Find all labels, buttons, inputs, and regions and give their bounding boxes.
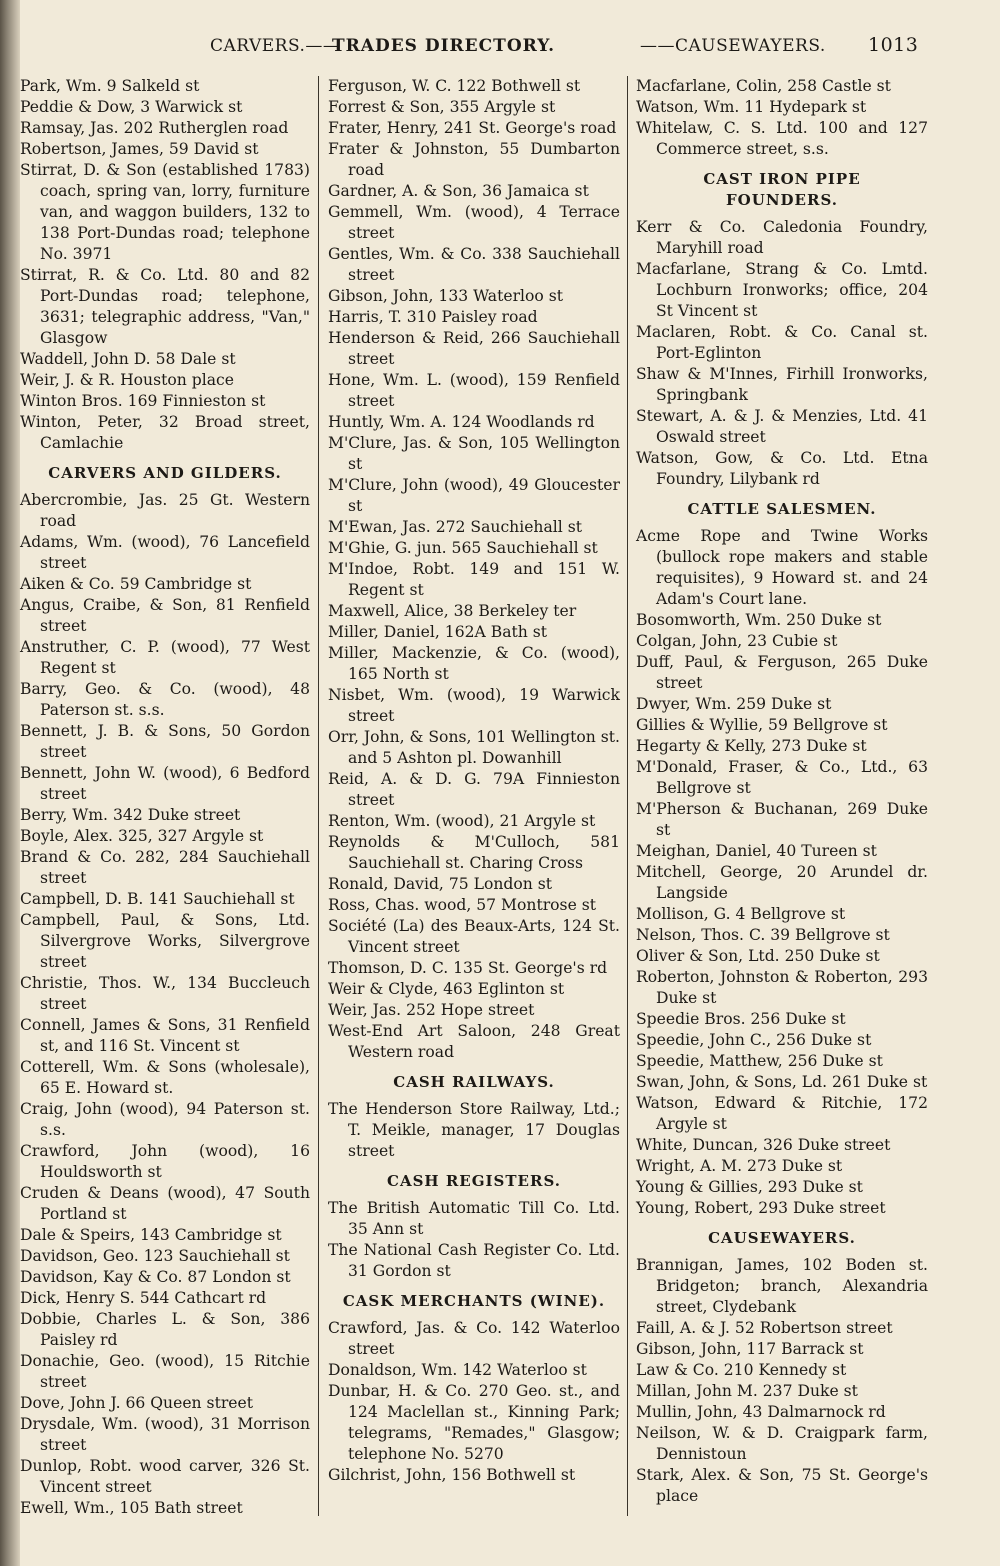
cattle-salesmen-list xyxy=(636,526,928,1219)
page-header xyxy=(200,30,980,60)
directory-entry: Christie, Thos. W., 134 Buccleuch street xyxy=(20,974,310,1013)
directory-entry: Dick, Henry S. 544 Cathcart rd xyxy=(20,1289,267,1307)
directory-entry: Connell, James & Sons, 31 Renfield st, and 116 St. Vincent st xyxy=(20,1016,310,1055)
directory-entry: Mitchell, George, 20 Arundel dr. Langside xyxy=(636,863,928,902)
directory-entry: Campbell, Paul, & Sons, Ltd. Silvergrove Works, Silvergrove street xyxy=(20,911,310,971)
directory-entry: Speedie Bros. 256 Duke st xyxy=(636,1010,846,1028)
directory-entry: Whitelaw, C. S. Ltd. 100 and 127 Commerce street, s.s. xyxy=(636,119,928,158)
directory-entry: Weir & Clyde, 463 Eglinton st xyxy=(328,980,565,998)
directory-entry: Roberton, Johnston & Roberton, 293 Duke st xyxy=(636,968,928,1007)
directory-entry: Gilchrist, John, 156 Bothwell st xyxy=(328,1466,576,1484)
col2-top-list xyxy=(328,76,620,1063)
directory-entry: Bennett, John W. (wood), 6 Bedford street xyxy=(20,764,310,803)
section-heading-cattle-salesmen: CATTLE SALESMEN. xyxy=(687,500,877,518)
directory-entry: Dunlop, Robt. wood carver, 326 St. Vincent street xyxy=(20,1457,310,1496)
header-left-text: CARVERS. xyxy=(210,36,306,56)
directory-entry: Berry, Wm. 342 Duke street xyxy=(20,806,241,824)
directory-entry: Nelson, Thos. C. 39 Bellgrove st xyxy=(636,926,890,944)
directory-entry: Ferguson, W. C. 122 Bothwell st xyxy=(328,77,581,95)
directory-entry: Reynolds & M'Culloch, 581 Sauchiehall st. Charing Cross xyxy=(328,833,620,872)
directory-entry: Winton, Peter, 32 Broad street, Camlachie xyxy=(20,413,310,452)
col1-top-list xyxy=(20,76,310,454)
directory-entry: Waddell, John D. 58 Dale st xyxy=(20,350,236,368)
directory-entry: Société (La) des Beaux-Arts, 124 St. Vincent street xyxy=(328,917,620,956)
directory-entry: Donaldson, Wm. 142 Waterloo st xyxy=(328,1361,587,1379)
directory-entry: Aiken & Co. 59 Cambridge st xyxy=(20,575,252,593)
column-2 xyxy=(328,76,620,1486)
directory-entry: Winton Bros. 169 Finnieston st xyxy=(20,392,266,410)
directory-entry: Frater & Johnston, 55 Dumbarton road xyxy=(328,140,620,179)
directory-entry: Peddie & Dow, 3 Warwick st xyxy=(20,98,243,116)
directory-entry: Cruden & Deans (wood), 47 South Portland st xyxy=(20,1184,310,1223)
directory-entry: Weir, Jas. 252 Hope street xyxy=(328,1001,535,1019)
section-heading-causewayers: CAUSEWAYERS. xyxy=(708,1229,856,1247)
directory-entry: Oliver & Son, Ltd. 250 Duke st xyxy=(636,947,880,965)
header-center: TRADES DIRECTORY. xyxy=(332,36,556,56)
column-rule-1 xyxy=(318,76,319,1516)
directory-entry: Dove, John J. 66 Queen street xyxy=(20,1394,254,1412)
directory-entry: Donachie, Geo. (wood), 15 Ritchie street xyxy=(20,1352,310,1391)
directory-entry: Acme Rope and Twine Works (bullock rope makers and stable requisites), 9 Howard st. and 24 Adam's Court lane. xyxy=(636,527,928,608)
directory-entry: M'Pherson & Buchanan, 269 Duke st xyxy=(636,800,928,839)
directory-entry: Gardner, A. & Son, 36 Jamaica st xyxy=(328,182,589,200)
directory-entry: Craig, John (wood), 94 Paterson st. s.s. xyxy=(20,1100,310,1139)
page-number: 1013 xyxy=(868,34,919,56)
directory-entry: Orr, John, & Sons, 101 Wellington st. and 5 Ashton pl. Dowanhill xyxy=(328,728,620,767)
directory-entry: M'Indoe, Robt. 149 and 151 W. Regent st xyxy=(328,560,620,599)
directory-entry: Stewart, A. & J. & Menzies, Ltd. 41 Oswald street xyxy=(636,407,928,446)
directory-entry: Gibson, John, 117 Barrack st xyxy=(636,1340,864,1358)
cast-iron-list xyxy=(636,217,928,490)
directory-entry: Crawford, Jas. & Co. 142 Waterloo street xyxy=(328,1319,620,1358)
directory-entry: Law & Co. 210 Kennedy st xyxy=(636,1361,847,1379)
directory-entry: Ross, Chas. wood, 57 Montrose st xyxy=(328,896,597,914)
cast-iron-title-line2: FOUNDERS. xyxy=(726,191,838,209)
header-dash-2: —— xyxy=(640,36,675,56)
section-heading-carvers-gilders: CARVERS AND GILDERS. xyxy=(48,464,282,482)
directory-entry: Nisbet, Wm. (wood), 19 Warwick street xyxy=(328,686,620,725)
directory-entry: Boyle, Alex. 325, 327 Argyle st xyxy=(20,827,264,845)
directory-entry: Speedie, John C., 256 Duke st xyxy=(636,1031,872,1049)
directory-entry: Gillies & Wyllie, 59 Bellgrove st xyxy=(636,716,888,734)
directory-entry: Harris, T. 310 Paisley road xyxy=(328,308,538,326)
directory-entry: Thomson, D. C. 135 St. George's rd xyxy=(328,959,608,977)
directory-entry: Kerr & Co. Caledonia Foundry, Maryhill road xyxy=(636,218,928,257)
directory-entry: Hegarty & Kelly, 273 Duke st xyxy=(636,737,867,755)
directory-entry: Hone, Wm. L. (wood), 159 Renfield street xyxy=(328,371,620,410)
directory-entry: Stark, Alex. & Son, 75 St. George's place xyxy=(636,1466,928,1505)
section-heading-cast-iron xyxy=(636,169,928,211)
directory-entry: Watson, Gow, & Co. Ltd. Etna Foundry, Lilybank rd xyxy=(636,449,928,488)
directory-entry: Maxwell, Alice, 38 Berkeley ter xyxy=(328,602,577,620)
directory-entry: Wright, A. M. 273 Duke st xyxy=(636,1157,843,1175)
section-heading-cask-merchants: CASK MERCHANTS (WINE). xyxy=(342,1292,606,1310)
directory-entry: Maclaren, Robt. & Co. Canal st. Port-Eglinton xyxy=(636,323,928,362)
directory-entry: Bosomworth, Wm. 250 Duke st xyxy=(636,611,882,629)
directory-entry: Macfarlane, Strang & Co. Lmtd. Lochburn Ironworks; office, 204 St Vincent st xyxy=(636,260,928,320)
directory-entry: Faill, A. & J. 52 Robertson street xyxy=(636,1319,893,1337)
cask-merchants-list xyxy=(328,1318,620,1486)
directory-entry: M'Clure, Jas. & Son, 105 Wellington st xyxy=(328,434,620,473)
directory-entry: Speedie, Matthew, 256 Duke st xyxy=(636,1052,883,1070)
directory-entry: Forrest & Son, 355 Argyle st xyxy=(328,98,556,116)
directory-entry: Bennett, J. B. & Sons, 50 Gordon street xyxy=(20,722,310,761)
directory-entry: Campbell, D. B. 141 Sauchiehall st xyxy=(20,890,295,908)
directory-entry: Ewell, Wm., 105 Bath street xyxy=(20,1499,243,1517)
directory-entry: The British Automatic Till Co. Ltd. 35 Ann st xyxy=(328,1199,620,1238)
directory-entry: Brannigan, James, 102 Boden st. Bridgeton; branch, Alexandria street, Clydebank xyxy=(636,1256,928,1316)
directory-entry: Millan, John M. 237 Duke st xyxy=(636,1382,858,1400)
directory-entry: Frater, Henry, 241 St. George's road xyxy=(328,119,617,137)
directory-entry: West-End Art Saloon, 248 Great Western road xyxy=(328,1022,620,1061)
directory-entry: Swan, John, & Sons, Ld. 261 Duke st xyxy=(636,1073,928,1091)
directory-entry: Davidson, Kay & Co. 87 London st xyxy=(20,1268,291,1286)
directory-entry: Colgan, John, 23 Cubie st xyxy=(636,632,838,650)
directory-entry: Reid, A. & D. G. 79A Finnieston street xyxy=(328,770,620,809)
directory-entry: Renton, Wm. (wood), 21 Argyle st xyxy=(328,812,596,830)
directory-entry: Meighan, Daniel, 40 Tureen st xyxy=(636,842,877,860)
directory-entry: Angus, Craibe, & Son, 81 Renfield street xyxy=(20,596,310,635)
header-left xyxy=(210,36,340,56)
directory-entry: M'Clure, John (wood), 49 Gloucester st xyxy=(328,476,620,515)
directory-entry: Barry, Geo. & Co. (wood), 48 Paterson st. s.s. xyxy=(20,680,310,719)
directory-entry: Henderson & Reid, 266 Sauchiehall street xyxy=(328,329,620,368)
directory-entry: M'Donald, Fraser, & Co., Ltd., 63 Bellgrove st xyxy=(636,758,928,797)
directory-entry: Dunbar, H. & Co. 270 Geo. st., and 124 Maclellan st., Kinning Park; telegrams, "Remades," Glasgow; telephone No. 5270 xyxy=(328,1382,620,1463)
directory-entry: Dobbie, Charles L. & Son, 386 Paisley rd xyxy=(20,1310,310,1349)
directory-entry: Adams, Wm. (wood), 76 Lancefield street xyxy=(20,533,310,572)
directory-entry: Mollison, G. 4 Bellgrove st xyxy=(636,905,846,923)
directory-entry: Drysdale, Wm. (wood), 31 Morrison street xyxy=(20,1415,310,1454)
directory-entry: Macfarlane, Colin, 258 Castle st xyxy=(636,77,891,95)
directory-entry: Dale & Speirs, 143 Cambridge st xyxy=(20,1226,282,1244)
directory-entry: Miller, Daniel, 162A Bath st xyxy=(328,623,548,641)
directory-entry: Dwyer, Wm. 259 Duke st xyxy=(636,695,832,713)
directory-entry: Watson, Edward & Ritchie, 172 Argyle st xyxy=(636,1094,928,1133)
directory-entry: Huntly, Wm. A. 124 Woodlands rd xyxy=(328,413,595,431)
directory-entry: Neilson, W. & D. Craigpark farm, Dennistoun xyxy=(636,1424,928,1463)
column-rule-2 xyxy=(627,76,628,1516)
directory-entry: Stirrat, R. & Co. Ltd. 80 and 82 Port-Dundas road; telephone, 3631; telegraphic address, "Van," Glasgow xyxy=(20,266,310,347)
directory-entry: M'Ewan, Jas. 272 Sauchiehall st xyxy=(328,518,582,536)
directory-entry: Ronald, David, 75 London st xyxy=(328,875,553,893)
header-right xyxy=(640,36,826,56)
directory-entry: Abercrombie, Jas. 25 Gt. Western road xyxy=(20,491,310,530)
directory-entry: The Henderson Store Railway, Ltd.; T. Meikle, manager, 17 Douglas street xyxy=(328,1100,620,1160)
header-right-text: CAUSEWAYERS. xyxy=(675,36,826,56)
directory-entry: Park, Wm. 9 Salkeld st xyxy=(20,77,200,95)
directory-entry: Gentles, Wm. & Co. 338 Sauchiehall street xyxy=(328,245,620,284)
directory-entry: Duff, Paul, & Ferguson, 265 Duke street xyxy=(636,653,928,692)
cash-registers-list xyxy=(328,1198,620,1282)
directory-entry: Young, Robert, 293 Duke street xyxy=(636,1199,886,1217)
directory-entry: Anstruther, C. P. (wood), 77 West Regent st xyxy=(20,638,310,677)
directory-entry: The National Cash Register Co. Ltd. 31 Gordon st xyxy=(328,1241,620,1280)
directory-entry: Stirrat, D. & Son (established 1783) coach, spring van, lorry, furniture van, and waggon builders, 132 to 138 Port-Dundas road; telephone No. 3971 xyxy=(20,161,310,263)
section-heading-cash-railways: CASH RAILWAYS. xyxy=(393,1073,555,1091)
directory-entry: Watson, Wm. 11 Hydepark st xyxy=(636,98,867,116)
directory-entry: M'Ghie, G. jun. 565 Sauchiehall st xyxy=(328,539,598,557)
directory-entry: Gibson, John, 133 Waterloo st xyxy=(328,287,564,305)
directory-entry: Shaw & M'Innes, Firhill Ironworks, Springbank xyxy=(636,365,928,404)
directory-entry: Mullin, John, 43 Dalmarnock rd xyxy=(636,1403,886,1421)
directory-entry: Robertson, James, 59 David st xyxy=(20,140,259,158)
section-heading-cash-registers: CASH REGISTERS. xyxy=(387,1172,561,1190)
header-dash-1: —— xyxy=(305,36,341,56)
causewayers-list xyxy=(636,1255,928,1507)
directory-entry: Brand & Co. 282, 284 Sauchiehall street xyxy=(20,848,310,887)
cash-railways-list xyxy=(328,1099,620,1162)
directory-entry: Davidson, Geo. 123 Sauchiehall st xyxy=(20,1247,290,1265)
directory-entry: Crawford, John (wood), 16 Houldsworth st xyxy=(20,1142,310,1181)
carvers-gilders-list xyxy=(20,490,310,1519)
directory-entry: Miller, Mackenzie, & Co. (wood), 165 North st xyxy=(328,644,620,683)
directory-entry: Weir, J. & R. Houston place xyxy=(20,371,234,389)
directory-entry: Cotterell, Wm. & Sons (wholesale), 65 E. Howard st. xyxy=(20,1058,310,1097)
cast-iron-title-line1: CAST IRON PIPE xyxy=(703,170,861,188)
col3-top-list xyxy=(636,76,928,160)
directory-entry: Young & Gillies, 293 Duke st xyxy=(636,1178,863,1196)
directory-entry: Gemmell, Wm. (wood), 4 Terrace street xyxy=(328,203,620,242)
book-spine-shadow xyxy=(0,0,20,1566)
directory-entry: Ramsay, Jas. 202 Rutherglen road xyxy=(20,119,289,137)
column-1 xyxy=(20,76,310,1519)
column-3 xyxy=(636,76,928,1507)
directory-entry: White, Duncan, 326 Duke street xyxy=(636,1136,891,1154)
